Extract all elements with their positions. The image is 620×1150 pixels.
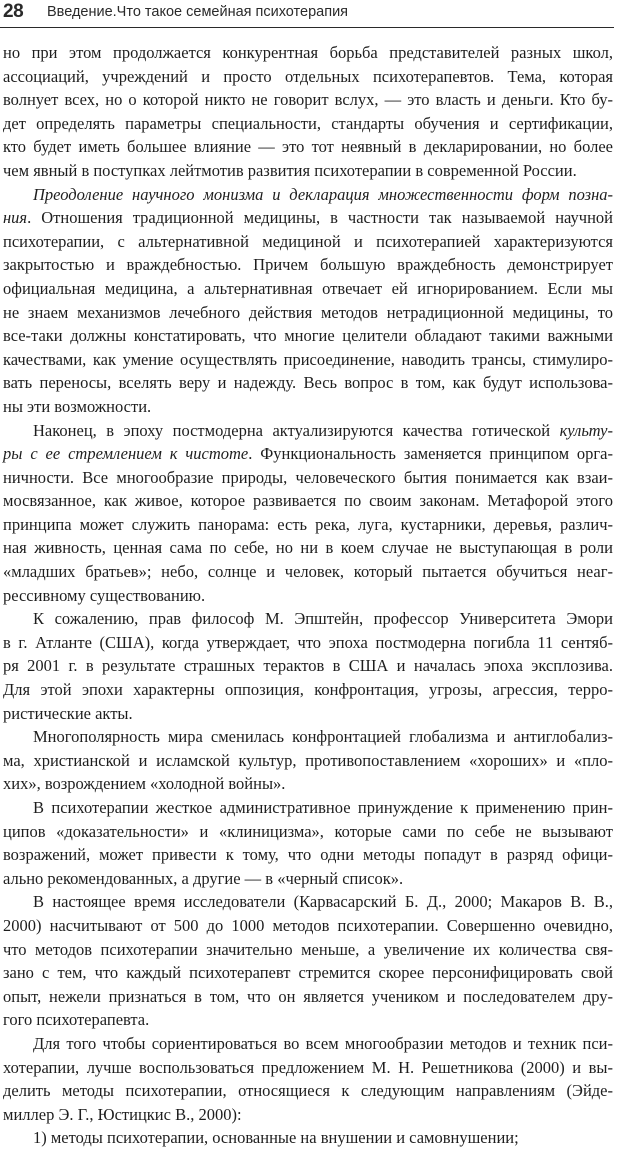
- text-line: [3, 654, 613, 678]
- text-run: не знаем механизмов лечебного действия методов нетрадиционной медицины, то: [3, 302, 613, 322]
- text-line: [3, 796, 613, 820]
- text-run: принципа может служить панорама: есть река, луга, кустарники, деревья, различ-: [3, 514, 613, 534]
- page-header: [0, 0, 614, 28]
- text-line: [3, 1103, 613, 1127]
- text-line: [3, 985, 613, 1009]
- text-run: опыт, нежели признаться в том, что он является учеником и последователем дру-: [3, 986, 613, 1006]
- text-line: [3, 584, 613, 608]
- text-run: гого психотерапевта.: [3, 1010, 150, 1030]
- text-run: ная живность, ценная сама по себе, но ни в коем случае не выступающая в роли: [3, 538, 613, 558]
- text-run: зано с тем, что каждый психотерапевт стремится скорее персонифицировать свой: [3, 963, 613, 983]
- emphasis-run: ния: [3, 208, 28, 228]
- text-line: [3, 348, 613, 372]
- text-line: [3, 867, 613, 891]
- text-line: [3, 371, 613, 395]
- text-line: [3, 395, 613, 419]
- text-line: [3, 607, 613, 631]
- text-line: [3, 961, 613, 985]
- text-line: [3, 230, 613, 254]
- text-line: [3, 41, 613, 65]
- text-run: «младших братьев»; небо, солнце и человек, который пытается обучиться неаг-: [3, 562, 613, 582]
- text-run: возражений, может привести к тому, что одни методы попадут в разряд офици-: [3, 845, 613, 865]
- text-run: дет определять параметры специальности, стандарты обучения и сертификации,: [3, 113, 613, 133]
- text-run: К сожалению, прав философ М. Эпштейн, профессор Университета Эмори: [33, 609, 613, 629]
- text-line: [3, 749, 613, 773]
- text-run: в г. Атланте (США), когда утверждает, что эпоха постмодерна погибла 11 сентяб-: [3, 632, 613, 652]
- text-line: [3, 419, 613, 443]
- text-line: [3, 1008, 613, 1032]
- text-run: ря 2001 г. в результате страшных терактов в США и началась эпоха эксплозива.: [3, 656, 613, 676]
- text-line: [3, 843, 613, 867]
- text-run: В настоящее время исследователи (Карвасарский Б. Д., 2000; Макаров В. В.,: [33, 892, 613, 912]
- text-run: вать переносы, вселять веру и надежду. Весь вопрос в том, как будут использова-: [3, 373, 613, 393]
- text-line: [3, 324, 613, 348]
- text-line: [3, 159, 613, 183]
- text-line: [3, 536, 613, 560]
- text-line: [3, 1032, 613, 1056]
- text-run: хотерапии, лучше воспользоваться предложением М. Н. Решетникова (2000) и вы-: [3, 1057, 613, 1077]
- text-run: ничности. Все многообразие природы, человеческого бытия понимается как взаи-: [3, 467, 613, 487]
- text-run: все-таки должны констатировать, что многие целители обладают такими важными: [3, 326, 613, 346]
- text-line: [3, 1079, 613, 1103]
- text-line: [3, 513, 613, 537]
- text-run: 1) методы психотерапии, основанные на внушении и самовнушении;: [33, 1128, 519, 1148]
- text-line: [3, 914, 613, 938]
- text-line: [3, 489, 613, 513]
- text-line: [3, 135, 613, 159]
- text-run: 2000) насчитывают от 500 до 1000 методов психотерапии. Совершенно очевидно,: [3, 915, 613, 935]
- text-run: миллер Э. Г., Юстицкис В., 2000):: [3, 1104, 242, 1124]
- text-line: [3, 301, 613, 325]
- text-run: Для того чтобы сориентироваться во всем многообразии методов и техник пси-: [33, 1033, 613, 1053]
- text-run: качествами, как умение осуществлять присоединение, наводить трансы, стимулиро-: [3, 349, 613, 369]
- text-run: рессивному существованию.: [3, 585, 206, 605]
- text-run: волнует всех, но о которой никто не говорит вслух, — это власть и деньги. Кто бу-: [3, 90, 613, 110]
- text-line: [3, 631, 613, 655]
- text-line: [3, 183, 613, 207]
- text-run: ально рекомендованных, а другие — в «черный список».: [3, 868, 404, 888]
- text-run: но при этом продолжается конкурентная борьба представителей разных школ,: [3, 43, 613, 62]
- text-run: Многополярность мира сменилась конфронтацией глобализма и антиглобализ-: [33, 727, 613, 747]
- text-line: [3, 1056, 613, 1080]
- text-line: [3, 938, 613, 962]
- text-run: ципов «доказательности» и «клиницизма», которые сами по себе не вызывают: [3, 821, 613, 841]
- text-run: чем явный в поступках лейтмотив развития психотерапии в современной России.: [3, 160, 577, 180]
- text-line: [3, 466, 613, 490]
- text-line: [3, 88, 613, 112]
- text-line: [3, 1126, 613, 1150]
- text-line: [3, 820, 613, 844]
- text-line: [3, 725, 613, 749]
- text-line: [3, 112, 613, 136]
- running-title: Введение.Что такое семейная психотерапия: [47, 4, 349, 20]
- text-run: хих», возрождением «холодной войны».: [3, 774, 286, 794]
- text-run: ны эти возможности.: [3, 396, 152, 416]
- text-run: официальная медицина, а альтернативная отвечает ей игнорированием. Если мы: [3, 278, 613, 298]
- text-line: [3, 678, 613, 702]
- text-run: . Функциональность заменяется принципом орга-: [248, 444, 613, 464]
- text-line: [3, 206, 613, 230]
- text-run: что методов психотерапии значительно меньше, а увеличение их количества свя-: [3, 939, 613, 959]
- text-run: делить методы психотерапии, относящиеся к следующим направлениям (Эйде-: [3, 1081, 613, 1101]
- text-run: В психотерапии жесткое административное принуждение к применению прин-: [33, 798, 613, 817]
- text-run: психотерапии, с альтернативной медициной и психотерапией характеризуются: [3, 231, 613, 251]
- text-line: [3, 772, 613, 796]
- text-run: ристические акты.: [3, 703, 133, 723]
- text-run: . Отношения традиционной медицины, в частности так называемой научной: [27, 208, 613, 228]
- emphasis-run: ры с ее стремлением к чистоте: [3, 444, 249, 464]
- text-line: [3, 65, 613, 89]
- page-number: 28: [3, 1, 24, 22]
- text-line: [3, 560, 613, 584]
- text-run: Для этой эпохи характерны оппозиция, конфронтация, угрозы, агрессия, терро-: [3, 680, 613, 700]
- text-run: ма, христианской и исламской культур, противопоставлением «хороших» и «пло-: [3, 750, 613, 770]
- emphasis-run: Преодоление научного монизма и декларация множественности форм позна-: [33, 184, 613, 204]
- text-run: закрытостью и враждебностью. Причем большую враждебность демонстрирует: [3, 255, 613, 275]
- text-line: [3, 253, 613, 277]
- text-line: [3, 277, 613, 301]
- text-run: ассоциаций, учреждений и просто отдельных психотерапевтов. Тема, которая: [3, 66, 613, 86]
- text-run: кто будет иметь большее влияние — это тот неявный в декларировании, но более: [3, 137, 613, 157]
- text-run: Наконец, в эпоху постмодерна актуализируются качества готической: [33, 420, 560, 440]
- text-line: [3, 442, 613, 466]
- text-run: мосвязанное, как живое, которое развивается по своим законам. Метафорой этого: [3, 491, 613, 511]
- text-line: [3, 702, 613, 726]
- body-text: [3, 41, 613, 1150]
- emphasis-run: культу-: [559, 420, 613, 440]
- text-line: [3, 890, 613, 914]
